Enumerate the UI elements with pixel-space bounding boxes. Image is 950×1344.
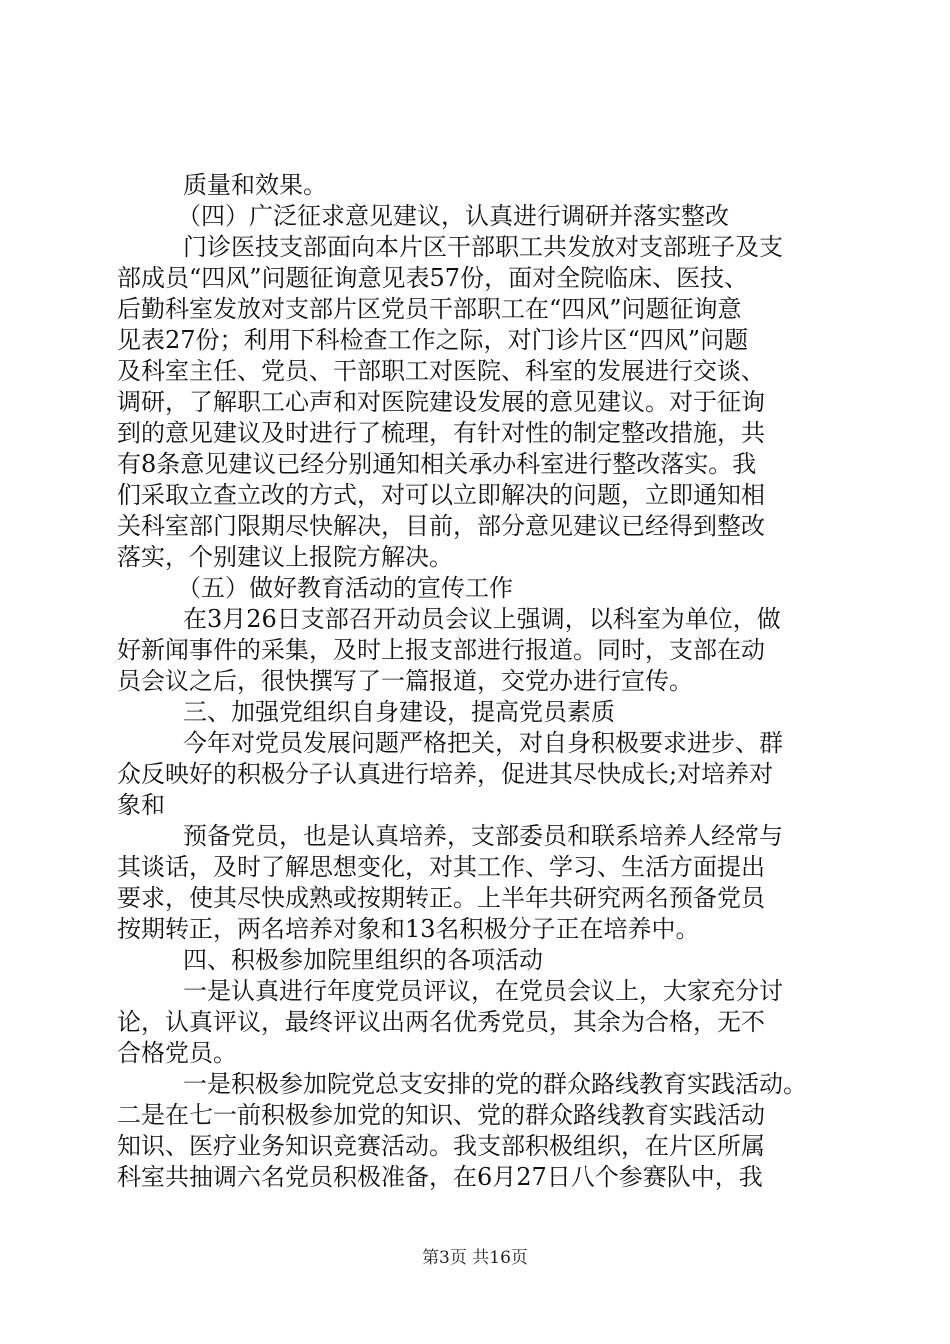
paragraph-line: 员会议之后，很快撰写了一篇报道，交党办进行宣传。	[117, 667, 693, 695]
paragraph-line: 二是在七一前积极参加党的知识、党的群众路线教育实践活动	[117, 1101, 765, 1129]
paragraph-line: 象和	[117, 791, 165, 819]
paragraph-line: 落实，个别建议上报院方解决。	[117, 543, 453, 571]
paragraph-line: 在3月26日支部召开动员会议上强调，以科室为单位，做	[183, 605, 781, 633]
paragraph-line: 知识、医疗业务知识竞赛活动。我支部积极组织，在片区所属	[117, 1132, 765, 1160]
section-heading: 四、积极参加院里组织的各项活动	[183, 946, 543, 974]
paragraph-line: 今年对党员发展问题严格把关，对自身积极要求进步、群	[183, 729, 783, 757]
paragraph-line: 要求，使其尽快成熟或按期转正。上半年共研究两名预备党员	[117, 884, 765, 912]
paragraph-line: 预备党员，也是认真培养，支部委员和联系培养人经常与	[183, 822, 783, 850]
paragraph-line: 科室共抽调六名党员积极准备，在6月27日八个参赛队中，我	[117, 1163, 763, 1191]
paragraph-line: 关科室部门限期尽快解决，目前，部分意见建议已经得到整改	[117, 512, 765, 540]
paragraph-line: 好新闻事件的采集，及时上报支部进行报道。同时，支部在动	[117, 636, 765, 664]
paragraph-line: 见表27份；利用下科检查工作之际，对门诊片区“四风”问题	[117, 326, 749, 354]
paragraph-line: 一是认真进行年度党员评议，在党员会议上，大家充分讨	[183, 977, 783, 1005]
paragraph-line: 后勤科室发放对支部片区党员干部职工在“四风”问题征询意	[117, 295, 742, 323]
paragraph-line: 其谈话，及时了解思想变化，对其工作、学习、生活方面提出	[117, 853, 765, 881]
paragraph-line: 部成员“四风”问题征询意见表57份，面对全院临床、医技、	[117, 264, 749, 292]
paragraph-line: 调研，了解职工心声和对医院建设发展的意见建议。对于征询	[117, 388, 765, 416]
paragraph-line: 到的意见建议及时进行了梳理，有针对性的制定整改措施，共	[117, 419, 765, 447]
paragraph-line: 一是积极参加院党总支安排的党的群众路线教育实践活动。	[183, 1070, 807, 1098]
section-heading: 三、加强党组织自身建设，提高党员素质	[183, 698, 615, 726]
paragraph-line: 按期转正，两名培养对象和13名积极分子正在培养中。	[117, 915, 700, 943]
paragraph-line: 合格党员。	[117, 1039, 237, 1067]
page-number-footer: 第3页 共16页	[422, 1248, 528, 1268]
section-heading: （四）广泛征求意见建议，认真进行调研并落实整改	[177, 202, 729, 230]
paragraph-line: 们采取立查立改的方式，对可以立即解决的问题，立即通知相	[117, 481, 765, 509]
paragraph-line: 论，认真评议，最终评议出两名优秀党员，其余为合格，无不	[117, 1008, 765, 1036]
section-heading: （五）做好教育活动的宣传工作	[177, 574, 513, 602]
paragraph-line: 质量和效果。	[183, 171, 327, 199]
paragraph-line: 及科室主任、党员、干部职工对医院、科室的发展进行交谈、	[117, 357, 765, 385]
paragraph-line: 门诊医技支部面向本片区干部职工共发放对支部班子及支	[183, 233, 783, 261]
document-body	[117, 170, 837, 1193]
paragraph-line: 有8条意见建议已经分别通知相关承办科室进行整改落实。我	[117, 450, 757, 478]
paragraph-line: 众反映好的积极分子认真进行培养，促进其尽快成长;对培养对	[117, 760, 774, 788]
